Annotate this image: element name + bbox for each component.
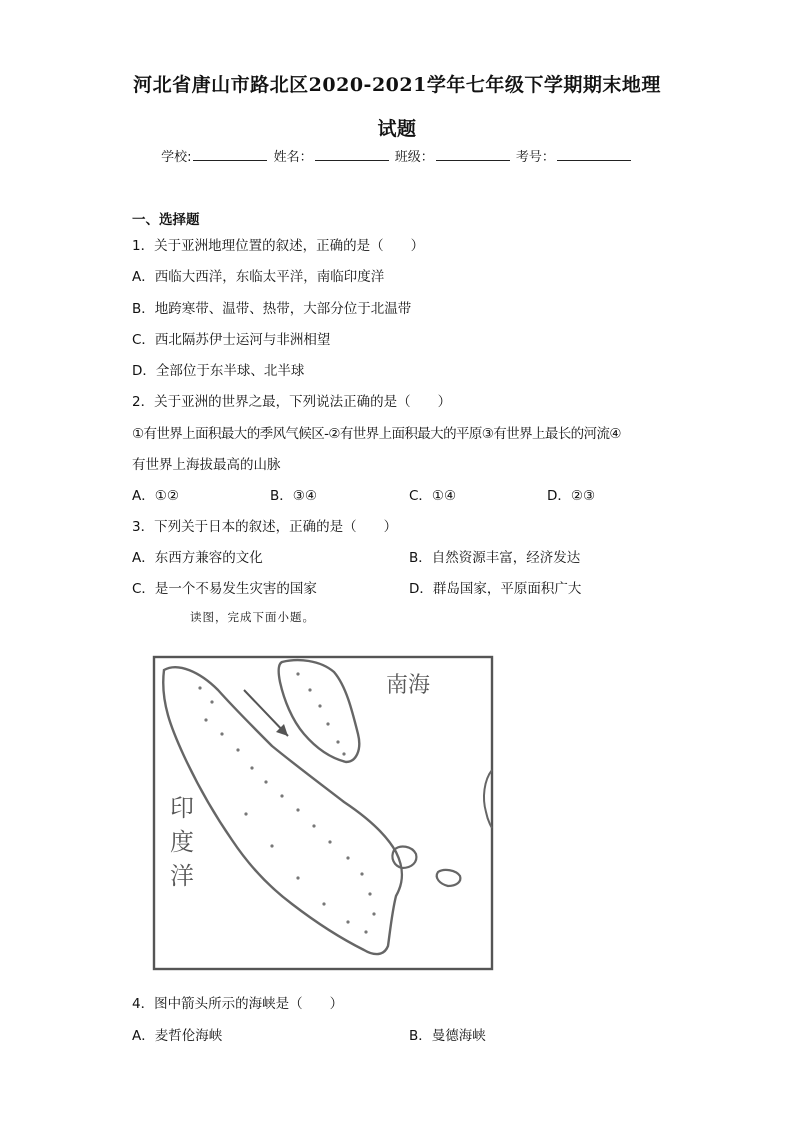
school-label: 学校: [161, 150, 192, 165]
document-title-line-2: 试题 [377, 118, 417, 140]
small-island-2 [437, 870, 461, 886]
indian-ocean-label-3: 洋 [170, 862, 194, 890]
q4-option-b: B．曼德海峡 [409, 1028, 486, 1044]
q4-option-a: A．麦哲伦海峡 [132, 1028, 223, 1044]
q4-stem: 4．图中箭头所示的海峡是（ ） [132, 996, 344, 1012]
student-info-row [0, 146, 794, 165]
q3-option-b: B．自然资源丰富，经济发达 [409, 550, 581, 566]
east-coast-fragment [484, 770, 492, 828]
q2-option-b: B．③④ [270, 488, 317, 504]
q2-body-line-1: ①有世界上面积最大的季风气候区-②有世界上面积最大的平原③有世界上最长的河流④ [132, 426, 621, 442]
q3-option-d: D．群岛国家，平原面积广大 [409, 581, 582, 597]
large-island-dots [198, 686, 375, 933]
figure-caption: 读图，完成下面小题。 [190, 610, 315, 624]
peninsula-outline [279, 660, 360, 762]
q3-option-a: A．东西方兼容的文化 [132, 550, 263, 566]
class-blank [436, 148, 510, 161]
indian-ocean-label-1: 印 [170, 794, 194, 822]
q2-option-c: C．①④ [409, 488, 457, 504]
q1-stem: 1．关于亚洲地理位置的叙述，正确的是（ ） [132, 238, 425, 254]
document-title-line-1: 河北省唐山市路北区2020-2021学年七年级下学期期末地理 [133, 74, 661, 96]
q2-option-a: A．①② [132, 488, 179, 504]
q2-option-d: D．②③ [547, 488, 596, 504]
q2-stem: 2．关于亚洲的世界之最，下列说法正确的是（ ） [132, 394, 452, 410]
peninsula-dots [296, 672, 345, 755]
map-frame [154, 657, 492, 969]
q1-option-b: B．地跨寒带、温带、热带，大部分位于北温带 [132, 301, 412, 317]
exam-no-blank [557, 148, 631, 161]
class-label: 班级： [394, 150, 434, 165]
strait-map [148, 650, 498, 975]
q2-body-line-2: 有世界上海拔最高的山脉 [132, 457, 281, 473]
name-label: 姓名： [273, 150, 313, 165]
name-blank [315, 148, 389, 161]
q3-option-c: C．是一个不易发生灾害的国家 [132, 581, 317, 597]
strait-arrow-icon [244, 690, 288, 736]
q1-option-a: A．西临大西洋，东临太平洋，南临印度洋 [132, 269, 385, 285]
section-heading: 一、选择题 [132, 212, 200, 228]
indian-ocean-label-2: 度 [170, 828, 194, 856]
south-sea-label: 南海 [386, 673, 431, 698]
large-island-outline [163, 667, 402, 954]
q1-option-c: C．西北隔苏伊士运河与非洲相望 [132, 332, 331, 348]
school-blank [193, 148, 267, 161]
exam-no-label: 考号： [515, 150, 555, 165]
q1-option-d: D．全部位于东半球、北半球 [132, 363, 305, 379]
q3-stem: 3．下列关于日本的叙述，正确的是（ ） [132, 519, 398, 535]
